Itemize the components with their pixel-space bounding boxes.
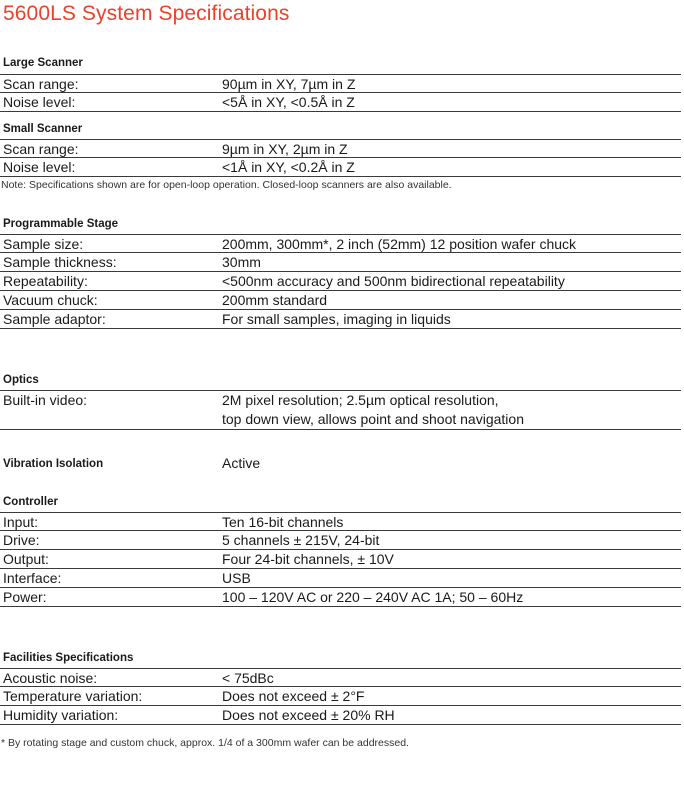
page-title: 5600LS System Specifications <box>3 2 290 25</box>
spec-value: 100 – 120V AC or 220 – 240V AC 1A; 50 – 60Hz <box>222 589 524 605</box>
spec-value: 5 channels ± 215V, 24-bit <box>222 532 380 548</box>
spec-value: For small samples, imaging in liquids <box>222 311 451 327</box>
facilities-table <box>0 668 681 725</box>
spec-row <box>0 93 681 112</box>
section-heading-programmable-stage: Programmable Stage <box>3 218 119 230</box>
spec-row <box>0 139 681 158</box>
section-heading-facilities: Facilities Specifications <box>3 652 134 664</box>
spec-row <box>0 569 681 588</box>
optics-table <box>0 390 681 430</box>
section-heading-vibration-isolation: Vibration Isolation <box>3 458 104 470</box>
spec-label: Drive: <box>3 532 40 548</box>
spec-row <box>0 74 681 93</box>
spec-label: Sample adaptor: <box>3 311 106 327</box>
spec-value: 200mm standard <box>222 292 328 308</box>
large-scanner-table <box>0 74 681 112</box>
spec-label: Repeatability: <box>3 273 88 289</box>
spec-row <box>0 687 681 706</box>
spec-label: Power: <box>3 589 47 605</box>
spec-label: Acoustic noise: <box>3 670 98 686</box>
small-scanner-table <box>0 139 681 177</box>
section-heading-optics: Optics <box>3 374 39 386</box>
spec-row <box>0 588 681 607</box>
spec-label: Sample thickness: <box>3 254 117 270</box>
spec-row <box>0 253 681 272</box>
spec-value: 90µm in XY, 7µm in Z <box>222 76 356 92</box>
spec-row <box>0 668 681 687</box>
spec-value: <5Å in XY, <0.5Å in Z <box>222 94 355 110</box>
spec-row <box>0 272 681 291</box>
spec-row <box>0 390 681 430</box>
spec-row <box>0 310 681 329</box>
spec-row <box>0 550 681 569</box>
vibration-isolation-value: Active <box>222 455 261 471</box>
spec-value-line-2: top down view, allows point and shoot navigation <box>222 411 524 427</box>
open-loop-note: Note: Specifications shown are for open-loop operation. Closed-loop scanners are also available. <box>1 179 452 191</box>
spec-label: Vacuum chuck: <box>3 292 98 308</box>
spec-label: Humidity variation: <box>3 707 119 723</box>
programmable-stage-table <box>0 234 681 329</box>
spec-label: Noise level: <box>3 159 76 175</box>
footnote: * By rotating stage and custom chuck, approx. 1/4 of a 300mm wafer can be addressed. <box>1 737 409 749</box>
spec-value: Does not exceed ± 20% RH <box>222 707 395 723</box>
spec-label: Built-in video: <box>3 392 88 408</box>
section-heading-large-scanner: Large Scanner <box>3 57 83 69</box>
spec-value: 30mm <box>222 254 261 270</box>
spec-value: USB <box>222 570 251 586</box>
spec-label: Scan range: <box>3 141 79 157</box>
spec-row <box>0 291 681 310</box>
spec-row <box>0 234 681 253</box>
spec-label: Interface: <box>3 570 62 586</box>
spec-value: <1Å in XY, <0.2Å in Z <box>222 159 355 175</box>
spec-value: Ten 16-bit channels <box>222 514 344 530</box>
spec-label: Scan range: <box>3 76 79 92</box>
spec-value: < 75dBc <box>222 670 274 686</box>
controller-table <box>0 512 681 607</box>
spec-value: Does not exceed ± 2°F <box>222 688 365 704</box>
spec-label: Sample size: <box>3 236 84 252</box>
spec-row <box>0 706 681 725</box>
spec-value: 9µm in XY, 2µm in Z <box>222 141 348 157</box>
spec-label: Input: <box>3 514 39 530</box>
spec-value: Four 24-bit channels, ± 10V <box>222 551 394 567</box>
spec-row <box>0 531 681 550</box>
spec-label: Noise level: <box>3 94 76 110</box>
section-heading-small-scanner: Small Scanner <box>3 123 83 135</box>
spec-row <box>0 512 681 531</box>
spec-value: <500nm accuracy and 500nm bidirectional repeatability <box>222 273 565 289</box>
section-heading-controller: Controller <box>3 496 58 508</box>
spec-label: Temperature variation: <box>3 688 143 704</box>
spec-label: Output: <box>3 551 49 567</box>
spec-value-line-1: 2M pixel resolution; 2.5µm optical resolution, <box>222 392 499 408</box>
spec-row <box>0 158 681 177</box>
spec-value: 200mm, 300mm*, 2 inch (52mm) 12 position wafer chuck <box>222 236 577 252</box>
